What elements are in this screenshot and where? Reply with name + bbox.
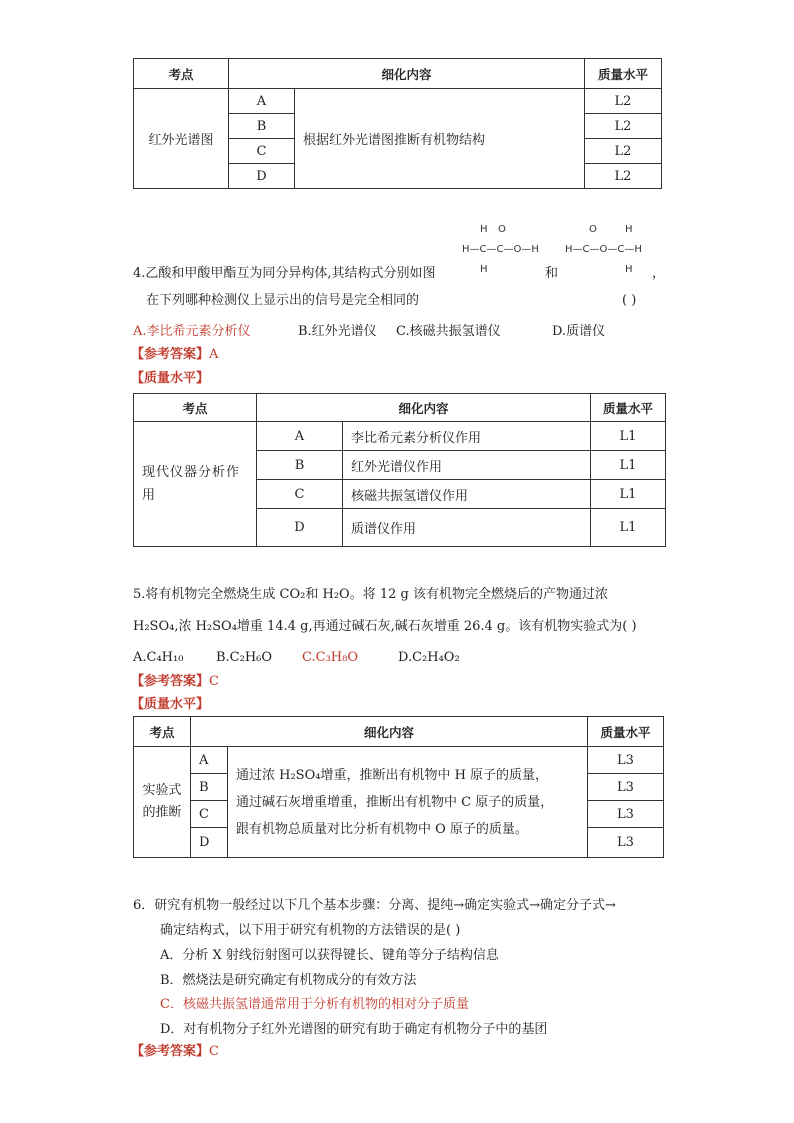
q4-and: 和 bbox=[545, 266, 559, 281]
table-empirical-formula bbox=[133, 716, 664, 858]
struct-atom: H bbox=[625, 224, 633, 235]
q4-level-label: 【质量水平】 bbox=[131, 371, 210, 386]
row-level: L1 bbox=[591, 422, 666, 451]
q5-level-label: 【质量水平】 bbox=[131, 697, 210, 712]
row-letter: C bbox=[257, 480, 343, 509]
q6-option-d: D．对有机物分子红外光谱图的研究有助于确定有机物分子中的基团 bbox=[160, 1022, 548, 1037]
q5-answer bbox=[131, 672, 219, 692]
answer-value: A bbox=[209, 347, 219, 362]
q6-answer bbox=[131, 1042, 219, 1062]
struct-atom: O bbox=[589, 224, 597, 235]
content-line: 跟有机物总质量对比分析有机物中 O 原子的质量。 bbox=[236, 821, 528, 837]
row-level: L1 bbox=[591, 451, 666, 480]
row-level: L3 bbox=[588, 747, 664, 774]
header-topic: 考点 bbox=[134, 717, 191, 747]
row-level: L3 bbox=[588, 828, 664, 858]
row-letter: A bbox=[257, 422, 343, 451]
topic-cell: 现代仪器分析作用 bbox=[134, 422, 257, 547]
q4-option-b: B.红外光谱仪 bbox=[298, 324, 377, 339]
row-letter: A bbox=[191, 747, 228, 774]
topic-text: 实验式的推断 bbox=[142, 783, 182, 820]
header-level: 质量水平 bbox=[585, 59, 662, 89]
header-content: 细化内容 bbox=[191, 717, 588, 747]
header-topic: 考点 bbox=[134, 394, 257, 422]
q5-stem-line1: 5.将有机物完全燃烧生成 CO₂和 H₂O。将 12 g 该有机物完全燃烧后的产物通过浓 bbox=[133, 587, 608, 602]
row-letter: D bbox=[191, 828, 228, 858]
structure-methyl-formate bbox=[565, 224, 655, 276]
struct-atom: H bbox=[625, 264, 633, 275]
q5-stem-line2: H₂SO₄,浓 H₂SO₄增重 14.4 g,再通过碱石灰,碱石灰增重 26.4 g。该有机物实验式为( ) bbox=[133, 619, 637, 634]
content-cell: 根据红外光谱图推断有机物结构 bbox=[295, 89, 585, 189]
header-level: 质量水平 bbox=[588, 717, 664, 747]
row-content: 质谱仪作用 bbox=[343, 509, 591, 547]
row-level: L2 bbox=[585, 114, 662, 139]
content-line: 通过碱石灰增重增重，推断出有机物中 C 原子的质量， bbox=[236, 794, 554, 810]
topic-cell bbox=[134, 747, 191, 858]
q6-option-b: B．燃烧法是研究确定有机物成分的有效方法 bbox=[160, 973, 417, 988]
row-level: L3 bbox=[588, 774, 664, 801]
topic-cell: 红外光谱图 bbox=[134, 89, 229, 189]
q5-option-a: A.C₄H₁₀ bbox=[133, 650, 184, 665]
row-level: L2 bbox=[585, 164, 662, 189]
row-level: L2 bbox=[585, 89, 662, 114]
answer-label: 【参考答案】 bbox=[131, 1044, 210, 1059]
header-topic: 考点 bbox=[134, 59, 229, 89]
row-content: 红外光谱仪作用 bbox=[343, 451, 591, 480]
q6-stem-line2: 确定结构式，以下用于研究有机物的方法错误的是( ) bbox=[160, 923, 461, 938]
answer-label: 【参考答案】 bbox=[131, 674, 210, 689]
row-level: L1 bbox=[591, 509, 666, 547]
struct-atom: H bbox=[480, 224, 488, 235]
struct-atom: H bbox=[480, 264, 488, 275]
row-letter: C bbox=[191, 801, 228, 828]
q5-option-c: C.C₃H₈O bbox=[302, 650, 358, 665]
answer-label: 【参考答案】 bbox=[131, 347, 210, 362]
struct-chain: H—C—O—C—H bbox=[565, 244, 642, 255]
row-level: L3 bbox=[588, 801, 664, 828]
row-letter: B bbox=[229, 114, 295, 139]
q6-option-c: C．核磁共振氢谱通常用于分析有机物的相对分子质量 bbox=[160, 997, 469, 1012]
q4-stem-line2: 在下列哪种检测仪上显示出的信号是完全相同的 bbox=[146, 293, 420, 308]
q6-stem-line1: 6．研究有机物一般经过以下几个基本步骤：分离、提纯→确定实验式→确定分子式→ bbox=[133, 898, 616, 913]
row-letter: B bbox=[191, 774, 228, 801]
q5-option-d: D.C₂H₄O₂ bbox=[398, 650, 460, 665]
row-letter: B bbox=[257, 451, 343, 480]
row-content: 核磁共振氢谱仪作用 bbox=[343, 480, 591, 509]
content-line: 通过浓 H₂SO₄增重，推断出有机物中 H 原子的质量， bbox=[236, 767, 549, 783]
table-infrared bbox=[133, 58, 662, 189]
answer-value: C bbox=[209, 1044, 219, 1059]
row-letter: C bbox=[229, 139, 295, 164]
q5-option-b: B.C₂H₆O bbox=[216, 650, 273, 665]
q4-option-a: A.李比希元素分析仪 bbox=[133, 324, 251, 339]
row-letter: D bbox=[257, 509, 343, 547]
answer-value: C bbox=[209, 674, 219, 689]
header-content: 细化内容 bbox=[229, 59, 585, 89]
q4-blank: ( ) bbox=[622, 293, 637, 308]
q4-option-d: D.质谱仪 bbox=[552, 324, 606, 339]
table-instruments bbox=[133, 393, 666, 547]
struct-atom: O bbox=[498, 224, 506, 235]
q4-comma: ， bbox=[652, 266, 666, 281]
row-content: 李比希元素分析仪作用 bbox=[343, 422, 591, 451]
row-level: L1 bbox=[591, 480, 666, 509]
header-content: 细化内容 bbox=[257, 394, 591, 422]
row-letter: A bbox=[229, 89, 295, 114]
struct-chain: H—C—C—O—H bbox=[462, 244, 539, 255]
q6-option-a: A．分析 X 射线衍射图可以获得键长、键角等分子结构信息 bbox=[160, 948, 499, 963]
row-level: L2 bbox=[585, 139, 662, 164]
q4-answer bbox=[131, 345, 218, 365]
q4-option-c: C.核磁共振氢谱仪 bbox=[396, 324, 501, 339]
row-letter: D bbox=[229, 164, 295, 189]
content-cell bbox=[228, 747, 588, 858]
header-level: 质量水平 bbox=[591, 394, 666, 422]
structure-acetic-acid bbox=[462, 224, 542, 276]
q4-stem-line1: 4.乙酸和甲酸甲酯互为同分异构体,其结构式分别如图 bbox=[133, 266, 436, 281]
